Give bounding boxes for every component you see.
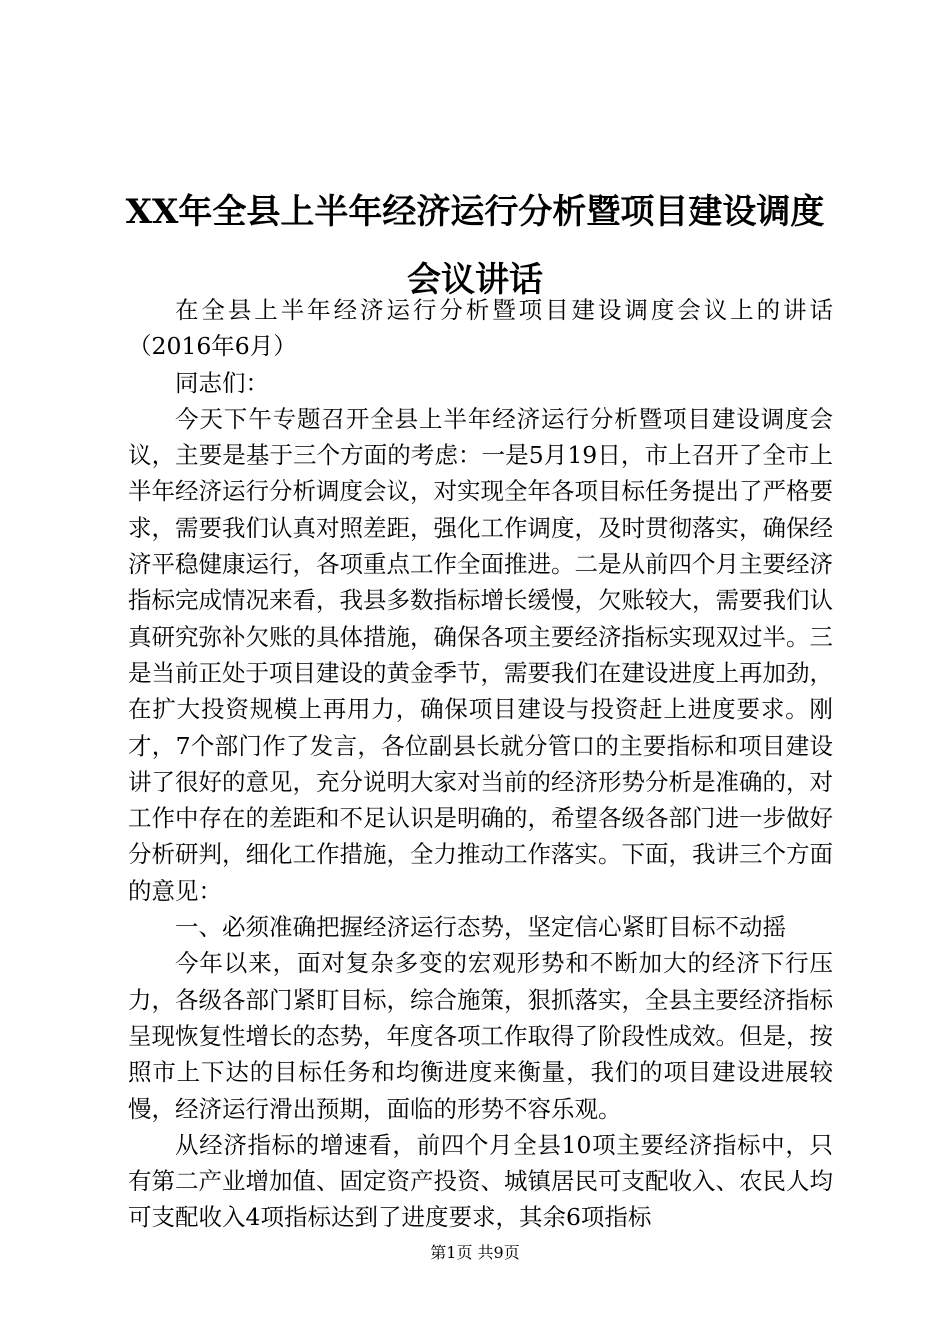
section-heading: 一、必须准确把握经济运行态势，坚定信心紧盯目标不动摇 [175, 913, 786, 942]
document-title: XX年全县上半年经济运行分析暨项目建设调度会议讲话 [125, 192, 825, 300]
body-paragraph: 今年以来，面对复杂多变的宏观形势和不断加大的经济下行压力，各级各部门紧盯目标，综合施策，狠抓落实，全县主要经济指标呈现恢复性增长的态势，年度各项工作取得了阶段性成效。但是，按照市上下达的目标任务和均衡进度来衡量，我们的项目建设进展较慢，经济运行滑出预期，面临的形势不容乐观。 [128, 949, 833, 1123]
body-paragraph: 今天下午专题召开全县上半年经济运行分析暨项目建设调度会议，主要是基于三个方面的考虑：一是5月19日，市上召开了全市上半年经济运行分析调度会议，对实现全年各项目标任务提出了严格要求，需要我们认真对照差距，强化工作调度，及时贯彻落实，确保经济平稳健康运行，各项重点工作全面推进。二是从前四个月主要经济指标完成情况来看，我县多数指标增长缓慢，欠账较大，需要我们认真研究弥补欠账的具体措施，确保各项主要经济指标实现双过半。三是当前正处于项目建设的黄金季节，需要我们在建设进度上再加劲，在扩大投资规模上再用力，确保项目建设与投资赶上进度要求。刚才，7个部门作了发言，各位副县长就分管口的主要指标和项目建设讲了很好的意见，充分说明大家对当前的经济形势分析是准确的，对工作中存在的差距和不足认识是明确的，希望各级各部门进一步做好分析研判，细化工作措施，全力推动工作落实。下面，我讲三个方面的意见： [128, 404, 833, 905]
salutation-paragraph: 同志们： [175, 368, 269, 397]
page-footer: 第1页 共9页 [430, 1243, 520, 1262]
subtitle-paragraph: 在全县上半年经济运行分析暨项目建设调度会议上的讲话（2016年6月） [128, 296, 833, 361]
document-body [128, 292, 833, 1236]
body-paragraph: 从经济指标的增速看，前四个月全县10项主要经济指标中，只有第二产业增加值、固定资产投资、城镇居民可支配收入、农民人均可支配收入4项指标达到了进度要求，其余6项指标 [128, 1130, 833, 1232]
